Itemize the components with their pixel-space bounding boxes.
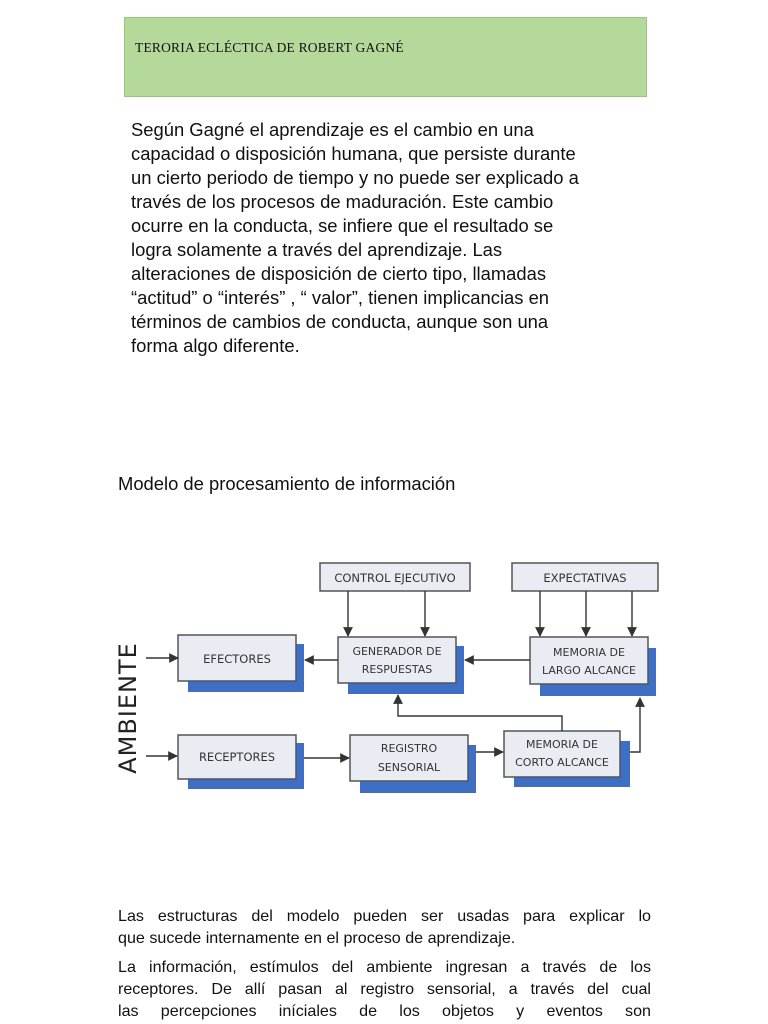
body-line: Las estructuras del modelo pueden ser usadas para explicar lo bbox=[118, 907, 651, 925]
registro-sensorial-box bbox=[350, 735, 476, 793]
generador-label-line1: GENERADOR DE bbox=[352, 645, 442, 658]
memoria-corto-alcance-box bbox=[504, 731, 630, 787]
efectores-box bbox=[178, 635, 304, 692]
memoria-corto-label-line1: MEMORIA DE bbox=[526, 738, 598, 751]
arrow-memoria-corto-to-largo bbox=[630, 698, 640, 752]
intro-line: ocurre en la conducta, se infiere que el resultado se bbox=[131, 215, 554, 236]
model-heading: Modelo de procesamiento de información bbox=[118, 473, 456, 494]
intro-line: términos de cambios de conducta, aunque son una bbox=[131, 311, 549, 332]
ambiente-label: AMBIENTE bbox=[114, 642, 142, 774]
control-ejecutivo-box bbox=[320, 563, 470, 591]
efectores-label: EFECTORES bbox=[203, 652, 271, 666]
intro-line: alteraciones de disposición de cierto tipo, llamadas bbox=[131, 263, 547, 284]
expectativas-label: EXPECTATIVAS bbox=[543, 571, 627, 585]
intro-line: través de los procesos de maduración. Este cambio bbox=[131, 191, 554, 212]
memoria-largo-label-line2: LARGO ALCANCE bbox=[542, 664, 636, 677]
generador-label-line2: RESPUESTAS bbox=[361, 663, 433, 676]
intro-line: un cierto periodo de tiempo y no puede ser explicado a bbox=[131, 167, 579, 188]
intro-line: logra solamente a través del aprendizaje. Las bbox=[131, 239, 503, 260]
intro-line: Según Gagné el aprendizaje es el cambio en una bbox=[131, 119, 534, 140]
body-line: La información, estímulos del ambiente ingresan a través de los bbox=[118, 958, 651, 976]
generador-respuestas-box bbox=[338, 637, 464, 694]
expectativas-box bbox=[512, 563, 658, 591]
arrow-memoria-corto-to-generador bbox=[398, 695, 562, 731]
receptores-label: RECEPTORES bbox=[198, 750, 276, 764]
bottom-text bbox=[118, 905, 651, 1022]
intro-line: capacidad o disposición humana, que persiste durante bbox=[131, 143, 576, 164]
body-line: las percepciones iníciales de los objetos y eventos son bbox=[118, 1002, 651, 1020]
intro-line: forma algo diferente. bbox=[131, 335, 300, 356]
receptores-box bbox=[178, 735, 304, 789]
body-line: que sucede internamente en el proceso de aprendizaje. bbox=[118, 929, 516, 947]
control-ejecutivo-label: CONTROL EJECUTIVO bbox=[334, 571, 456, 585]
memoria-largo-alcance-box bbox=[530, 637, 656, 696]
page-title: TERORIA ECLÉCTICA DE ROBERT GAGNÉ bbox=[135, 40, 404, 55]
intro-line: “actitud” o “interés” , “ valor”, tienen implicancias en bbox=[131, 287, 550, 308]
memoria-corto-label-line2: CORTO ALCANCE bbox=[515, 756, 609, 769]
registro-label-line2: SENSORIAL bbox=[377, 761, 441, 774]
registro-label-line1: REGISTRO bbox=[380, 742, 438, 755]
body-line: receptores. De allí pasan al registro sensorial, a través del cual bbox=[118, 980, 651, 998]
memoria-largo-label-line1: MEMORIA DE bbox=[553, 646, 625, 659]
